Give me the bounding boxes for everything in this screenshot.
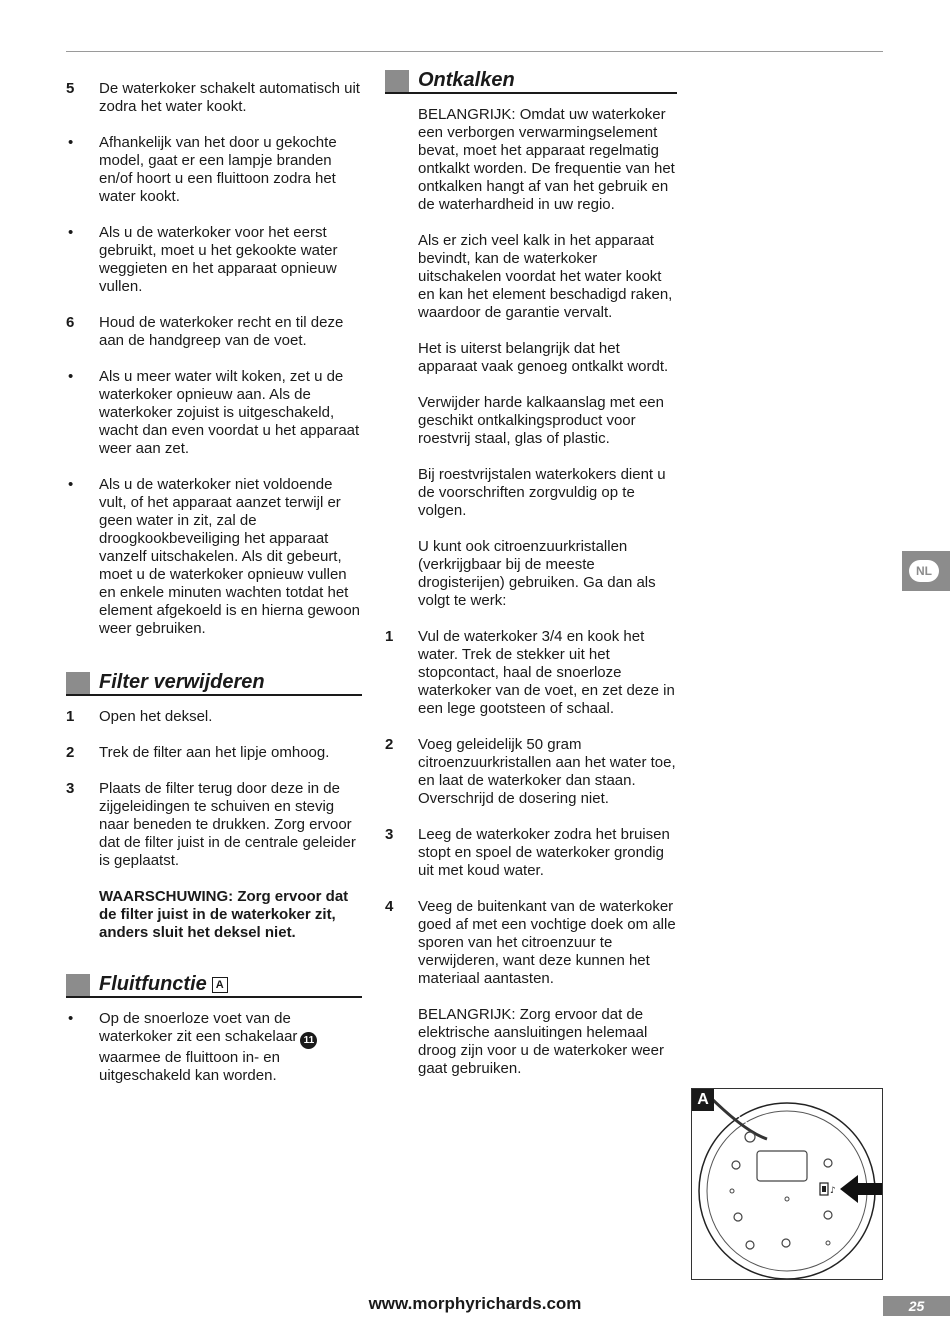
top-rule xyxy=(66,51,883,52)
filter-heading-text: Filter verwijderen xyxy=(99,671,265,693)
item-text: Plaats de filter terug door deze in de zijgeleidingen te schuiven en stevig naar beneden te drukken. Zorg ervoor dat de filter juist in de centrale geleider is geplaatst. xyxy=(99,780,356,869)
footer-url[interactable]: www.morphyrichards.com xyxy=(368,1294,582,1313)
kettle-base-switch-diagram-icon xyxy=(691,1088,883,1280)
fluit-text-before: Op de snoerloze voet van de waterkoker zit een schakelaar xyxy=(99,1010,298,1045)
step-number: 3 xyxy=(385,826,394,843)
item-text: Als u meer water wilt koken, zet u de waterkoker opnieuw aan. Als de waterkoker zojuist is uitgeschakeld, wacht dan even voordat u het apparaat weer aan zet. xyxy=(99,368,360,457)
list-item xyxy=(385,826,677,880)
fluit-heading xyxy=(66,972,362,998)
item-text: Leeg de waterkoker zodra het bruisen stopt en spoel de waterkoker grondig uit met koud water. xyxy=(418,826,670,879)
language-tab xyxy=(902,551,950,591)
page-number: 25 xyxy=(883,1296,950,1316)
heading-swatch xyxy=(66,672,90,694)
step-number: 5 xyxy=(66,80,75,97)
item-text: Houd de waterkoker recht en til deze aan de handgreep van de voet. xyxy=(99,314,344,349)
list-item xyxy=(385,736,677,808)
step-number: 1 xyxy=(385,628,394,645)
step-number: 1 xyxy=(66,708,75,725)
list-item xyxy=(66,1010,362,1085)
item-text: De waterkoker schakelt automatisch uit zodra het water kookt. xyxy=(99,80,360,115)
ontkalken-heading-text: Ontkalken xyxy=(418,69,515,91)
list-item xyxy=(66,708,362,726)
filter-steps xyxy=(66,708,362,870)
fluit-heading-text xyxy=(99,972,228,996)
bullet-marker: • xyxy=(68,1010,74,1027)
step-number: 6 xyxy=(66,314,75,331)
right-column xyxy=(385,68,677,1096)
intro-paragraph: Verwijder harde kalkaanslag met een geschikt ontkalkingsproduct voor roestvrij staal, glas of plastic. xyxy=(418,394,664,447)
filter-warning: WAARSCHUWING: Zorg ervoor dat de filter juist in de waterkoker zit, anders sluit het deksel niet. xyxy=(99,888,349,941)
bullet-marker: • xyxy=(68,476,74,493)
list-item xyxy=(66,476,362,638)
figure-ref-badge: A xyxy=(212,977,228,993)
ontkalken-steps xyxy=(385,628,677,1078)
list-item xyxy=(66,80,362,116)
figure-label: A xyxy=(692,1089,714,1111)
item-text: Als u de waterkoker voor het eerst gebruikt, moet u het gekookte water weggieten en het apparaat opnieuw vullen. xyxy=(99,224,338,295)
item-text: Als u de waterkoker niet voldoende vult, of het apparaat aanzet terwijl er geen water in zit, zal de droogkookbeveiliging het apparaat vanzelf uitschakelen. Als dit gebeurt, moet u de waterkoker opnieuw vullen en enkele minuten wachten totdat het element afgekoeld is en hierna gewoon weer gebruiken. xyxy=(99,476,361,637)
list-item xyxy=(66,314,362,350)
list-item xyxy=(66,368,362,458)
step-number: 2 xyxy=(385,736,394,753)
bullet-marker: • xyxy=(68,134,74,151)
item-text: Trek de filter aan het lipje omhoog. xyxy=(99,744,330,761)
list-item xyxy=(66,744,362,762)
bullet-marker: • xyxy=(68,224,74,241)
intro-paragraph: U kunt ook citroenzuurkristallen (verkrijgbaar bij de meeste drogisterijen) gebruiken. Ga dan als volgt te werk: xyxy=(418,538,656,609)
item-text: Vul de waterkoker 3/4 en kook het water. Trek de stekker uit het stopcontact, haal de snoerloze waterkoker van de voet, en zet deze in een lege gootsteen of schaal. xyxy=(418,628,675,717)
item-text: Voeg geleidelijk 50 gram citroenzuurkristallen aan het water toe, en laat de waterkoker dan staan. Overschrijd de dosering niet. xyxy=(418,736,676,807)
list-item xyxy=(66,780,362,870)
language-tab-label: NL xyxy=(909,560,939,582)
ontkalken-intro xyxy=(385,106,677,610)
item-note: BELANGRIJK: Zorg ervoor dat de elektrische aansluitingen helemaal droog zijn voor u de waterkoker weer gaat gebruiken. xyxy=(418,1006,664,1077)
heading-swatch xyxy=(66,974,90,996)
step-number: 2 xyxy=(66,744,75,761)
fluit-heading-label: Fluitfunctie xyxy=(99,973,207,995)
intro-paragraph: Als er zich veel kalk in het apparaat bevindt, kan de waterkoker uitschakelen voordat het water kookt en kan het element beschadigd raken, waardoor de garantie vervalt. xyxy=(418,232,673,321)
left-column xyxy=(66,80,362,1103)
list-item xyxy=(66,224,362,296)
intro-paragraph: Bij roestvrijstalen waterkokers dient u de voorschriften zorgvuldig op te volgen. xyxy=(418,466,666,519)
filter-heading xyxy=(66,670,362,696)
item-text: Veeg de buitenkant van de waterkoker goed af met een vochtige doek om alle sporen van het citroenzuur te verwijderen, want deze kunnen het materiaal aantasten. xyxy=(418,898,676,987)
fluit-text-after: waarmee de fluittoon in- en uitgeschakeld kan worden. xyxy=(99,1049,280,1084)
step-number: 4 xyxy=(385,898,394,915)
step-number: 3 xyxy=(66,780,75,797)
list-item xyxy=(385,628,677,718)
intro-paragraph: Het is uiterst belangrijk dat het apparaat vaak genoeg ontkalkt wordt. xyxy=(418,340,669,375)
switch-ref-badge: 11 xyxy=(300,1032,317,1049)
list-item xyxy=(385,898,677,1078)
item-text: Open het deksel. xyxy=(99,708,213,725)
base-diagram-svg xyxy=(692,1089,882,1279)
svg-text:♪: ♪ xyxy=(830,1186,836,1196)
bullet-marker: • xyxy=(68,368,74,385)
heading-swatch xyxy=(385,70,409,92)
fluit-bullet-text xyxy=(99,1010,362,1085)
usage-list xyxy=(66,80,362,638)
list-item xyxy=(66,134,362,206)
ontkalken-heading xyxy=(385,68,677,94)
item-text: Afhankelijk van het door u gekochte model, gaat er een lampje branden en/of hoort u een fluittoon zodra het water kookt. xyxy=(99,134,337,205)
intro-paragraph: BELANGRIJK: Omdat uw waterkoker een verborgen verwarmingselement bevat, moet het apparaat regelmatig ontkalkt worden. De frequentie van het ontkalken hangt af van het gebruik en de waterhardheid in uw regio. xyxy=(418,106,675,213)
